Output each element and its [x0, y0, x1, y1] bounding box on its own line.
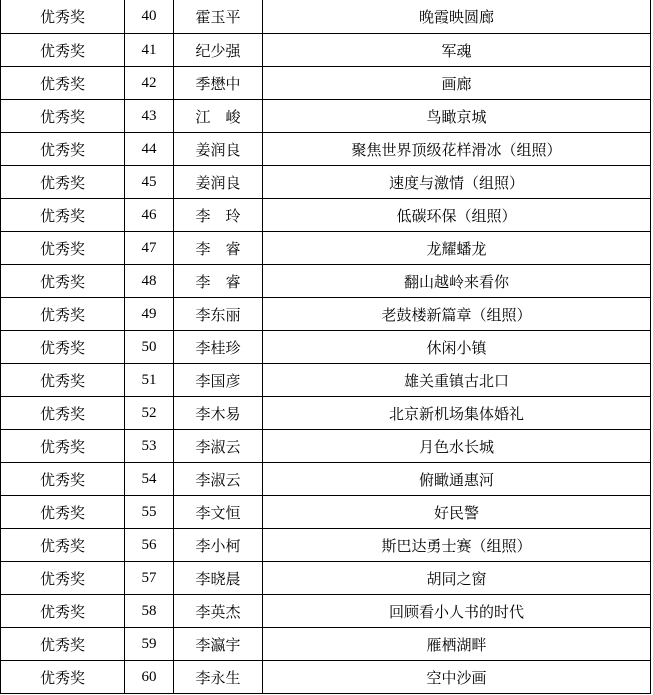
work-title-cell: 画廊	[263, 67, 651, 100]
work-title-cell: 聚焦世界顶级花样滑冰（组照）	[263, 133, 651, 166]
award-cell: 优秀奖	[1, 100, 125, 133]
number-cell: 42	[125, 67, 174, 100]
table-row	[1, 100, 651, 133]
work-title-cell: 翻山越岭来看你	[263, 265, 651, 298]
award-list-body	[1, 0, 651, 694]
table-row	[1, 595, 651, 628]
work-title-cell: 低碳环保（组照）	[263, 199, 651, 232]
author-cell: 季懋中	[174, 67, 263, 100]
table-row	[1, 661, 651, 694]
author-cell: 李 玲	[174, 199, 263, 232]
author-cell: 霍玉平	[174, 0, 263, 34]
table-row	[1, 496, 651, 529]
award-cell: 优秀奖	[1, 529, 125, 562]
number-cell: 59	[125, 628, 174, 661]
work-title-cell: 晚霞映圆廊	[263, 0, 651, 34]
author-cell: 姜润良	[174, 166, 263, 199]
table-row	[1, 265, 651, 298]
table-row	[1, 133, 651, 166]
author-cell: 李英杰	[174, 595, 263, 628]
award-cell: 优秀奖	[1, 133, 125, 166]
table-row	[1, 298, 651, 331]
table-row	[1, 0, 651, 34]
number-cell: 54	[125, 463, 174, 496]
work-title-cell: 速度与激情（组照）	[263, 166, 651, 199]
number-cell: 49	[125, 298, 174, 331]
number-cell: 40	[125, 0, 174, 34]
work-title-cell: 回顾看小人书的时代	[263, 595, 651, 628]
work-title-cell: 斯巴达勇士赛（组照）	[263, 529, 651, 562]
award-cell: 优秀奖	[1, 199, 125, 232]
award-cell: 优秀奖	[1, 67, 125, 100]
award-cell: 优秀奖	[1, 430, 125, 463]
award-cell: 优秀奖	[1, 265, 125, 298]
author-cell: 李 睿	[174, 265, 263, 298]
number-cell: 58	[125, 595, 174, 628]
number-cell: 53	[125, 430, 174, 463]
author-cell: 李 睿	[174, 232, 263, 265]
work-title-cell: 雄关重镇古北口	[263, 364, 651, 397]
award-cell: 优秀奖	[1, 166, 125, 199]
table-row	[1, 34, 651, 67]
number-cell: 50	[125, 331, 174, 364]
award-cell: 优秀奖	[1, 364, 125, 397]
work-title-cell: 空中沙画	[263, 661, 651, 694]
number-cell: 47	[125, 232, 174, 265]
number-cell: 60	[125, 661, 174, 694]
work-title-cell: 雁栖湖畔	[263, 628, 651, 661]
award-cell: 优秀奖	[1, 34, 125, 67]
number-cell: 48	[125, 265, 174, 298]
work-title-cell: 俯瞰通惠河	[263, 463, 651, 496]
table-row	[1, 529, 651, 562]
author-cell: 李淑云	[174, 463, 263, 496]
award-cell: 优秀奖	[1, 661, 125, 694]
number-cell: 45	[125, 166, 174, 199]
author-cell: 李国彦	[174, 364, 263, 397]
table-row	[1, 166, 651, 199]
award-cell: 优秀奖	[1, 397, 125, 430]
table-row	[1, 364, 651, 397]
work-title-cell: 老鼓楼新篇章（组照）	[263, 298, 651, 331]
number-cell: 43	[125, 100, 174, 133]
author-cell: 李文恒	[174, 496, 263, 529]
number-cell: 57	[125, 562, 174, 595]
award-cell: 优秀奖	[1, 0, 125, 34]
author-cell: 李木易	[174, 397, 263, 430]
award-cell: 优秀奖	[1, 232, 125, 265]
author-cell: 纪少强	[174, 34, 263, 67]
number-cell: 52	[125, 397, 174, 430]
author-cell: 李淑云	[174, 430, 263, 463]
table-row	[1, 463, 651, 496]
author-cell: 李东丽	[174, 298, 263, 331]
author-cell: 李永生	[174, 661, 263, 694]
author-cell: 姜润良	[174, 133, 263, 166]
work-title-cell: 月色水长城	[263, 430, 651, 463]
number-cell: 56	[125, 529, 174, 562]
number-cell: 46	[125, 199, 174, 232]
award-cell: 优秀奖	[1, 496, 125, 529]
work-title-cell: 军魂	[263, 34, 651, 67]
table-row	[1, 232, 651, 265]
work-title-cell: 胡同之窗	[263, 562, 651, 595]
table-row	[1, 67, 651, 100]
work-title-cell: 龙耀蟠龙	[263, 232, 651, 265]
author-cell: 江 峻	[174, 100, 263, 133]
award-cell: 优秀奖	[1, 331, 125, 364]
author-cell: 李桂珍	[174, 331, 263, 364]
table-row	[1, 562, 651, 595]
table-row	[1, 397, 651, 430]
award-cell: 优秀奖	[1, 298, 125, 331]
award-cell: 优秀奖	[1, 463, 125, 496]
table-row	[1, 430, 651, 463]
table-row	[1, 331, 651, 364]
work-title-cell: 鸟瞰京城	[263, 100, 651, 133]
award-cell: 优秀奖	[1, 562, 125, 595]
author-cell: 李小柯	[174, 529, 263, 562]
award-cell: 优秀奖	[1, 595, 125, 628]
work-title-cell: 北京新机场集体婚礼	[263, 397, 651, 430]
work-title-cell: 好民警	[263, 496, 651, 529]
number-cell: 44	[125, 133, 174, 166]
table-row	[1, 628, 651, 661]
number-cell: 55	[125, 496, 174, 529]
table-row	[1, 199, 651, 232]
number-cell: 41	[125, 34, 174, 67]
number-cell: 51	[125, 364, 174, 397]
author-cell: 李瀛宇	[174, 628, 263, 661]
award-cell: 优秀奖	[1, 628, 125, 661]
work-title-cell: 休闲小镇	[263, 331, 651, 364]
author-cell: 李晓晨	[174, 562, 263, 595]
